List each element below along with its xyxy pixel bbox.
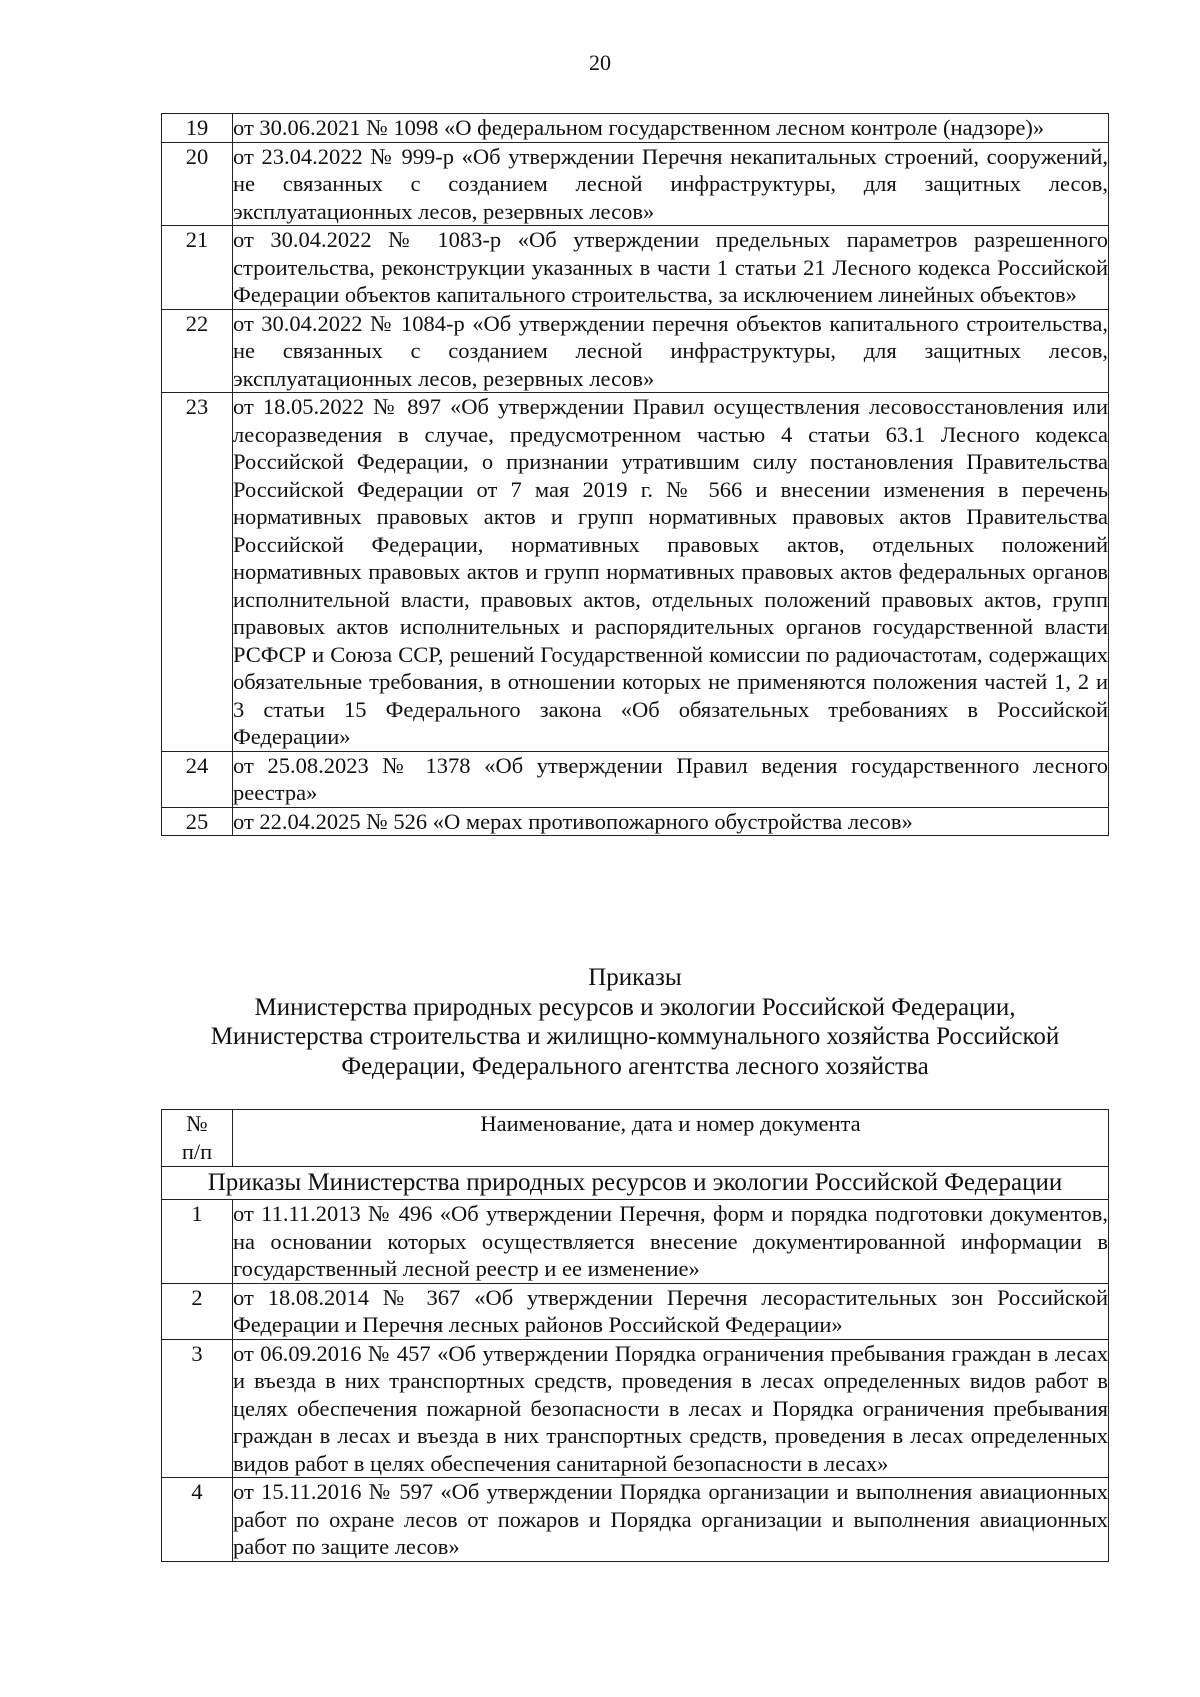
table-row	[162, 226, 1109, 310]
document-title: от 06.09.2016 № 457 «Об утверждении Порядка ограничения пребывания граждан в лесах и въезда в них транспортных средств, проведения в лесах определенных видов работ в целях обеспечения пожарной безопасности в лесах и Порядка ограничения пребывания граждан в лесах и въезда в них транспортных средств, проведения в лесах определенных видов работ в целях обеспечения санитарной безопасности в лесах»	[233, 1340, 1108, 1476]
document-title: от 15.11.2016 № 597 «Об утверждении Порядка организации и выполнения авиационных работ по охране лесов от пожаров и Порядка организации и выполнения авиационных работ по защите лесов»	[233, 1479, 1108, 1559]
document-title: от 25.08.2023 № 1378 «Об утверждении Правил ведения государственного лесного реестра»	[233, 752, 1108, 805]
row-number: 25	[162, 807, 233, 836]
document-title: от 30.04.2022 № 1083-р «Об утверждении предельных параметров разрешенного строительства, реконструкции указанных в части 1 статьи 21 Лесного кодекса Российской Федерации объектов капитального строительства, за исключением линейных объектов»	[233, 227, 1108, 307]
header-num-abbrev: п/п	[181, 1139, 213, 1164]
table-row	[162, 393, 1109, 752]
page-number: 20	[589, 50, 611, 75]
row-number: 21	[162, 226, 233, 310]
heading-line: Министерства строительства и жилищно-коммунального хозяйства Российской	[210, 1023, 1060, 1050]
row-number: 19	[162, 114, 233, 143]
table-row	[162, 142, 1109, 226]
header-num-symbol: №	[186, 1111, 208, 1136]
row-number: 22	[162, 309, 233, 393]
document-title: от 23.04.2022 № 999-р «Об утверждении Перечня некапитальных строений, сооружений, не связанных с созданием лесной инфраструктуры, для защитных лесов, эксплуатационных лесов, резервных лесов»	[233, 143, 1108, 224]
table-row	[162, 807, 1109, 836]
section-title: Приказы Министерства природных ресурсов и экологии Российской Федерации	[162, 1167, 1109, 1200]
row-number: 23	[162, 393, 233, 752]
orders-table	[161, 1109, 1109, 1562]
row-number: 2	[162, 1283, 233, 1339]
row-number: 24	[162, 751, 233, 807]
section-row	[162, 1167, 1109, 1200]
table-row	[162, 1200, 1109, 1284]
document-title: от 11.11.2013 № 496 «Об утверждении Перечня, форм и порядка подготовки документов, на основании которых осуществляется внесение документированной информации в государственный лесной реестр и ее изменение»	[233, 1201, 1108, 1281]
heading-line: Министерства природных ресурсов и экологии Российской Федерации,	[254, 993, 1016, 1021]
document-title: от 18.05.2022 № 897 «Об утверждении Правил осуществления лесовосстановления или лесоразведения в случае, предусмотренном частью 4 статьи 63.1 Лесного кодекса Российской Федерации, о признании утратившим силу постановления Правительства Российской Федерации от 7 мая 2019 г. № 566 и внесении изменения в перечень нормативных правовых актов и групп нормативных правовых актов Правительства Российской Федерации, нормативных правовых актов, отдельных положений нормативных правовых актов и групп нормативных правовых актов федеральных органов исполнительной власти, правовых актов, отдельных положений правовых актов, групп правовых актов исполнительных и распорядительных органов государственной власти РСФСР и Союза ССР, решений Государственной комиссии по радиочастотам, содержащих обязательные требования, в отношении которых не применяются положения частей 1, 2 и 3 статьи 15 Федерального закона «Об обязательных требованиях в Российской Федерации»	[233, 394, 1108, 749]
table-row	[162, 1339, 1109, 1478]
row-number: 3	[162, 1339, 233, 1478]
heading-line: Федерации, Федерального агентства лесного хозяйства	[341, 1052, 929, 1080]
document-title: от 22.04.2025 № 526 «О мерах противопожарного обустройства лесов»	[233, 807, 1109, 836]
section-heading	[161, 963, 1109, 1081]
heading-line: Приказы	[588, 964, 682, 991]
document-title: от 30.04.2022 № 1084-р «Об утверждении перечня объектов капитального строительства, не связанных с созданием лесной инфраструктуры, для защитных лесов, эксплуатационных лесов, резервных лесов»	[233, 310, 1108, 391]
row-number: 20	[162, 142, 233, 226]
table-row	[162, 309, 1109, 393]
table-row	[162, 751, 1109, 807]
column-header-number	[162, 1110, 233, 1167]
table-row	[162, 1283, 1109, 1339]
legal-acts-table	[161, 113, 1109, 836]
row-number: 1	[162, 1200, 233, 1284]
document-title: от 18.08.2014 № 367 «Об утверждении Перечня лесорастительных зон Российской Федерации и Перечня лесных районов Российской Федерации»	[233, 1284, 1108, 1337]
table-row	[162, 114, 1109, 143]
column-header-name: Наименование, дата и номер документа	[233, 1110, 1109, 1167]
table-header-row	[162, 1110, 1109, 1167]
row-number: 4	[162, 1478, 233, 1562]
table-row	[162, 1478, 1109, 1562]
document-title: от 30.06.2021 № 1098 «О федеральном государственном лесном контроле (надзоре)»	[233, 114, 1109, 143]
